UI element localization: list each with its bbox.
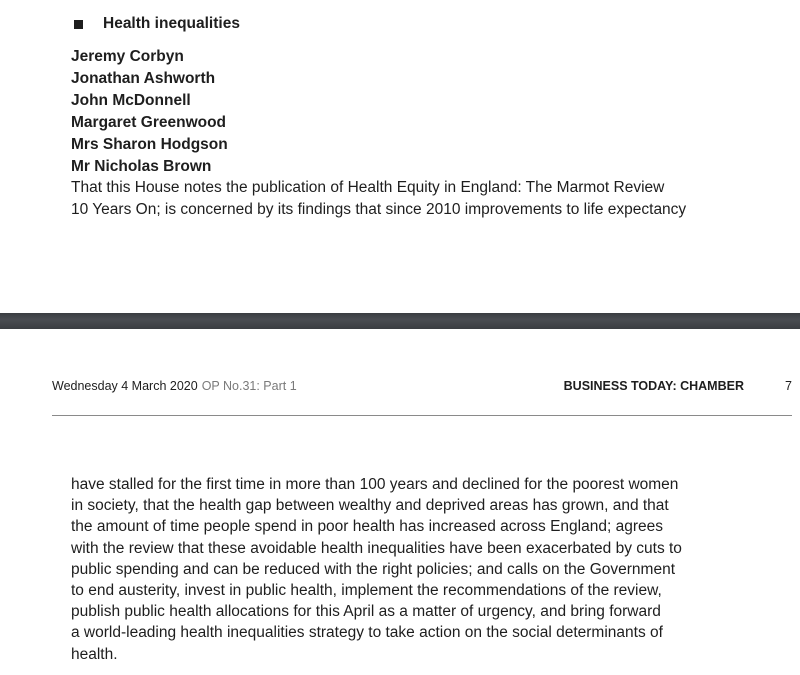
header-op-number: OP No.31: Part 1 — [201, 379, 297, 393]
running-header — [52, 379, 792, 393]
motion-line: public spending and can be reduced with the right policies; and calls on the Government — [71, 560, 676, 578]
page-separator — [0, 313, 800, 329]
motion-line: health. — [71, 645, 118, 663]
header-date: Wednesday 4 March 2020 — [52, 379, 198, 393]
motion-line: publish public health allocations for this April as a matter of urgency, and bring forward — [71, 603, 661, 621]
motion-line: That this House notes the publication of Health Equity in England: The Marmot Review — [71, 179, 665, 196]
motion-line: the amount of time people spend in poor health has increased across England; agrees — [71, 518, 663, 536]
motion-title: Health inequalities — [103, 15, 240, 32]
motion-text-start — [71, 177, 771, 221]
motion-line: with the review that these avoidable health inequalities have been exacerbated by cuts to — [71, 539, 682, 557]
motion-line: 10 Years On; is concerned by its findings that since 2010 improvements to life expectancy — [71, 201, 687, 218]
sponsor-name: Jeremy Corbyn — [71, 48, 184, 65]
header-rule — [52, 415, 792, 416]
sponsor-name: Mrs Sharon Hodgson — [71, 136, 228, 153]
motion-line: a world-leading health inequalities strategy to take action on the social determinants of — [71, 624, 663, 642]
header-page-number: 7 — [785, 379, 792, 393]
document-page-top — [0, 0, 800, 313]
document-page-bottom — [0, 329, 800, 675]
sponsor-name: Jonathan Ashworth — [71, 70, 216, 87]
sponsor-name: John McDonnell — [71, 92, 191, 109]
motion-heading — [74, 15, 240, 33]
motion-line: to end austerity, invest in public health, implement the recommendations of the review, — [71, 582, 662, 600]
motion-line: have stalled for the first time in more than 100 years and declined for the poorest women — [71, 476, 679, 493]
motion-line: in society, that the health gap between wealthy and deprived areas has grown, and that — [71, 497, 669, 515]
motion-text-continued — [71, 474, 781, 665]
sponsor-names — [71, 46, 228, 178]
sponsor-name: Mr Nicholas Brown — [71, 158, 212, 175]
square-bullet-icon — [74, 20, 83, 29]
header-section: BUSINESS TODAY: CHAMBER — [563, 379, 744, 393]
sponsor-name: Margaret Greenwood — [71, 114, 227, 131]
